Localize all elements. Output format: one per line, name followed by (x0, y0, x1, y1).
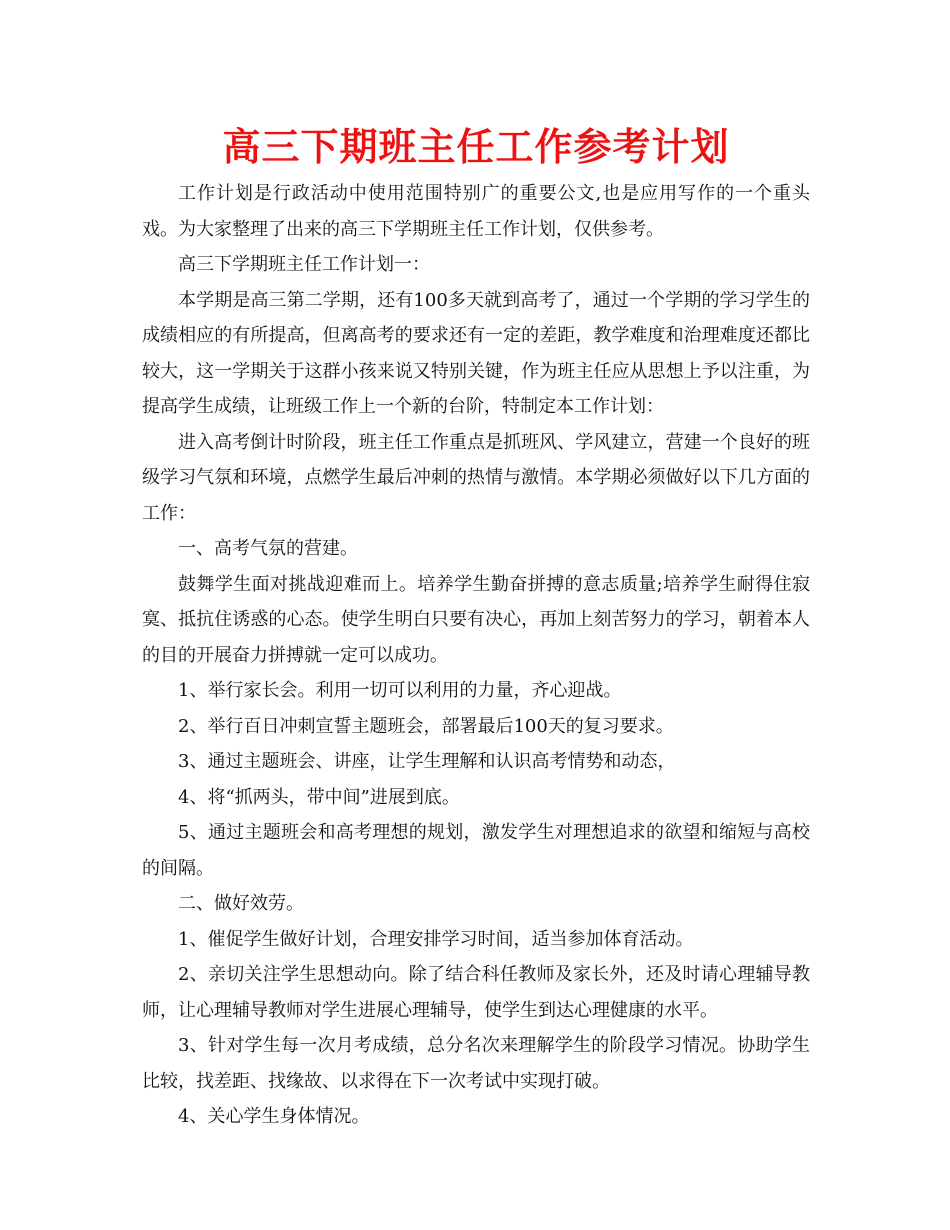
list-item: 1、催促学生做好计划，合理安排学习时间，适当参加体育活动。 (178, 928, 694, 950)
document-title: 高三下期班主任工作参考计划 (222, 125, 730, 169)
list-item: 2、亲切关注学生思想动向。除了结合科任教师及家长外，还及时请心理辅导教师，让心理辅导教师对学生进展心理辅导，使学生到达心理健康的水平。 (142, 964, 810, 1021)
list-item: 4、将“抓两头，带中间”进展到底。 (178, 786, 460, 808)
list-item: 2、举行百日冲刺宣誓主题班会，部署最后100天的复习要求。 (178, 715, 674, 737)
list-item: 3、针对学生每一次月考成绩，总分名次来理解学生的阶段学习情况。协助学生比较，找差距、找缘故、以求得在下一次考试中实现打破。 (142, 1035, 810, 1092)
paragraph: 本学期是高三第二学期，还有100多天就到高考了，通过一个学期的学习学生的成绩相应的有所提高，但离高考的要求还有一定的差距，教学难度和治理难度还都比较大，这一学期关于这群小孩来说又特别关键，作为班主任应从思想上予以注重，为提高学生成绩，让班级工作上一个新的台阶，特制定本工作计划： (142, 289, 810, 417)
section-heading: 二、做好效劳。 (178, 893, 304, 914)
list-item: 5、通过主题班会和高考理想的规划，激发学生对理想追求的欲望和缩短与高校的间隔。 (142, 822, 810, 879)
document-content (142, 118, 810, 1135)
paragraph: 高三下学期班主任工作计划一： (178, 254, 430, 275)
list-item: 3、通过主题班会、讲座，让学生理解和认识高考情势和动态， (178, 751, 676, 772)
list-item: 4、关心学生身体情况。 (178, 1106, 370, 1127)
section-heading: 一、高考气氛的营建。 (178, 538, 358, 559)
document-body (142, 176, 810, 1135)
paragraph: 工作计划是行政活动中使用范围特别广的重要公文,也是应用写作的一个重头戏。为大家整理了出来的高三下学期班主任工作计划，仅供参考。 (142, 183, 810, 240)
paragraph: 鼓舞学生面对挑战迎难而上。培养学生勤奋拼搏的意志质量;培养学生耐得住寂寞、抵抗住诱惑的心态。使学生明白只要有决心，再加上刻苦努力的学习，朝着本人的目的开展奋力拼搏就一定可以成功。 (142, 573, 810, 666)
list-item: 1、举行家长会。利用一切可以利用的力量，齐心迎战。 (178, 680, 622, 701)
paragraph: 进入高考倒计时阶段，班主任工作重点是抓班风、学风建立，营建一个良好的班级学习气氛和环境，点燃学生最后冲刺的热情与激情。本学期必须做好以下几方面的工作： (142, 431, 810, 524)
